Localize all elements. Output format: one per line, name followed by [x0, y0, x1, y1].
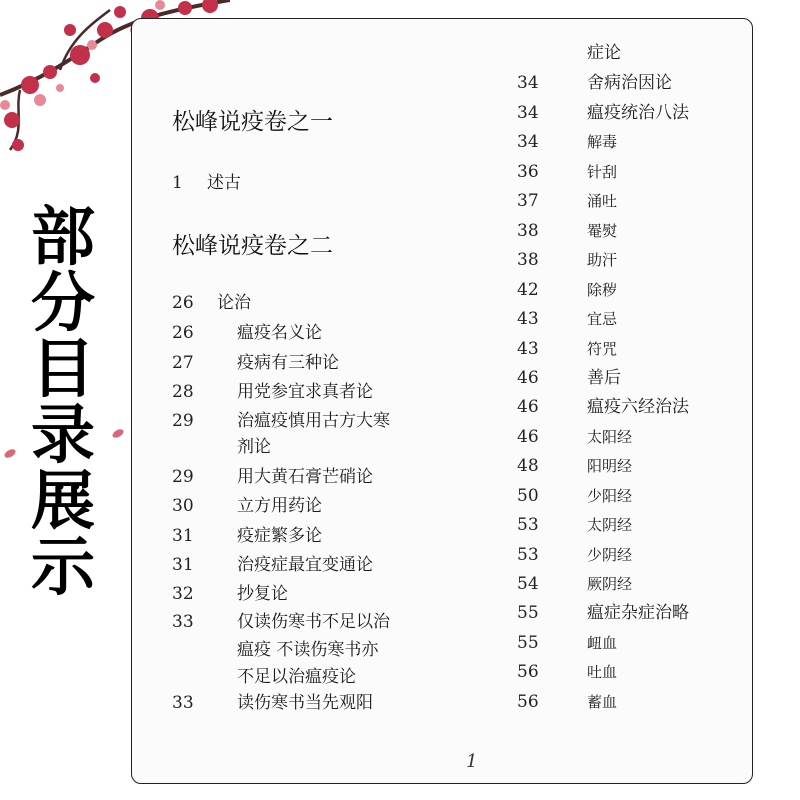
toc-entry-title: 宜忌	[587, 310, 618, 328]
volume-heading-2: 松峰说疫卷之二	[172, 233, 333, 259]
toc-page-number: 48	[517, 456, 539, 476]
toc-entry-title: 瘟疫名义论	[237, 323, 322, 343]
toc-entry	[172, 409, 472, 437]
toc-entry-title: 解毒	[587, 133, 618, 151]
toc-entry-title: 仅读伤寒书不足以治	[237, 612, 390, 632]
toc-entry-title: 论治	[217, 293, 251, 313]
toc-entry	[517, 278, 753, 306]
toc-page-number: 30	[172, 496, 194, 516]
toc-entry	[517, 130, 753, 158]
toc-entry	[517, 690, 753, 718]
toc-entry	[517, 395, 753, 423]
toc-entry-title: 疫病有三种论	[237, 353, 339, 373]
toc-entry	[517, 631, 753, 659]
toc-entry-title: 读伤寒书当先观阳	[237, 693, 373, 713]
toc-page-number: 38	[517, 250, 539, 270]
toc-page-number: 55	[517, 603, 539, 623]
toc-entry-title: 少阳经	[587, 487, 633, 505]
toc-entry	[517, 454, 753, 482]
toc-entry-title: 吐血	[587, 663, 618, 681]
toc-page-number: 27	[172, 353, 194, 373]
toc-page-number: 42	[517, 280, 539, 300]
toc-entry	[172, 465, 472, 493]
toc-entry-title: 罨熨	[587, 222, 618, 240]
page-number: 1	[466, 751, 478, 772]
toc-entry	[172, 524, 472, 552]
toc-page-number: 50	[517, 486, 539, 506]
toc-entry	[517, 425, 753, 453]
toc-entry	[517, 248, 753, 276]
toc-entry	[172, 494, 472, 522]
toc-entry-title: 治疫症最宜变通论	[237, 555, 373, 575]
toc-page-number: 46	[517, 368, 539, 388]
toc-entry	[517, 307, 753, 335]
toc-page-number: 43	[517, 339, 539, 359]
toc-entry-title: 除秽	[587, 281, 618, 299]
toc-entry	[172, 351, 472, 379]
toc-entry-title: 舍病治因论	[587, 73, 672, 93]
toc-entry	[172, 582, 472, 610]
toc-page-number: 34	[517, 73, 539, 93]
toc-entry-title: 太阴经	[587, 516, 633, 534]
toc-entry	[517, 71, 753, 99]
toc-page-number: 37	[517, 191, 539, 211]
side-title-char: 分	[31, 267, 95, 341]
toc-page-number: 53	[517, 515, 539, 535]
toc-page-number: 46	[517, 427, 539, 447]
toc-entry-title: 瘟疫统治八法	[587, 103, 689, 123]
toc-entry-title: 立方用药论	[237, 496, 322, 516]
toc-page	[131, 18, 753, 784]
toc-entry-title: 衄血	[587, 634, 618, 652]
toc-entry-title: 用大黄石膏芒硝论	[237, 467, 373, 487]
toc-page-number: 56	[517, 692, 539, 712]
toc-page-number: 31	[172, 555, 194, 575]
toc-entry-title: 厥阴经	[587, 575, 633, 593]
side-title-char: 目	[31, 333, 95, 407]
toc-page-number: 1	[172, 173, 183, 193]
toc-page-number: 54	[517, 574, 539, 594]
toc-entry	[172, 610, 472, 638]
toc-entry	[172, 291, 472, 319]
toc-entry	[172, 435, 472, 463]
side-title-char: 展	[31, 465, 95, 539]
toc-entry	[172, 553, 472, 581]
toc-entry	[172, 638, 472, 666]
falling-petal	[3, 447, 17, 459]
toc-entry-title: 助汗	[587, 251, 618, 269]
toc-entry-title: 不足以治瘟疫论	[237, 667, 356, 687]
toc-entry	[172, 380, 472, 408]
toc-page-number: 55	[517, 633, 539, 653]
toc-entry	[517, 366, 753, 394]
toc-entry-title: 剂论	[237, 437, 271, 457]
toc-page-number: 26	[172, 293, 194, 313]
toc-page-number: 36	[517, 162, 539, 182]
toc-page-number: 26	[172, 323, 194, 343]
toc-entry	[517, 543, 753, 571]
toc-entry-title: 善后	[587, 368, 621, 388]
side-title-char: 示	[31, 531, 95, 605]
falling-petal	[111, 427, 125, 439]
toc-entry-title: 症论	[587, 43, 621, 63]
toc-entry	[172, 691, 472, 719]
toc-page-number: 46	[517, 397, 539, 417]
toc-entry	[517, 484, 753, 512]
toc-page-number: 56	[517, 662, 539, 682]
toc-entry-title: 瘟疫六经治法	[587, 397, 689, 417]
toc-entry	[517, 601, 753, 629]
toc-page-number: 38	[517, 221, 539, 241]
toc-entry	[517, 660, 753, 688]
toc-entry	[517, 572, 753, 600]
toc-entry	[517, 101, 753, 129]
toc-entry-title: 针刮	[587, 163, 618, 181]
toc-entry	[172, 665, 472, 693]
volume-heading-1: 松峰说疫卷之一	[172, 109, 333, 135]
toc-page-number: 29	[172, 411, 194, 431]
toc-entry	[517, 513, 753, 541]
toc-entry	[172, 321, 472, 349]
toc-entry-title: 阳明经	[587, 457, 633, 475]
toc-page-number: 43	[517, 309, 539, 329]
side-title-char: 部	[31, 201, 95, 275]
toc-entry-title: 抄复论	[237, 584, 288, 604]
toc-entry-title: 治瘟疫慎用古方大寒	[237, 411, 390, 431]
toc-entry	[517, 219, 753, 247]
toc-entry-title: 蓄血	[587, 693, 618, 711]
toc-entry-title: 瘟症杂症治略	[587, 603, 689, 623]
toc-entry	[172, 171, 472, 199]
toc-page-number: 53	[517, 545, 539, 565]
toc-page-number: 32	[172, 584, 194, 604]
side-title-char: 录	[31, 399, 95, 473]
toc-entry-title: 涌吐	[587, 192, 618, 210]
toc-entry	[517, 41, 753, 69]
toc-entry-title: 用党参宜求真者论	[237, 382, 373, 402]
toc-entry	[517, 160, 753, 188]
toc-page-number: 34	[517, 103, 539, 123]
toc-entry-title: 太阳经	[587, 428, 633, 446]
toc-entry-title: 符咒	[587, 340, 618, 358]
toc-page-number: 33	[172, 693, 194, 713]
toc-entry-title: 少阴经	[587, 546, 633, 564]
toc-entry-title: 瘟疫 不读伤寒书亦	[237, 640, 379, 660]
toc-page-number: 33	[172, 612, 194, 632]
toc-page-number: 31	[172, 526, 194, 546]
side-title	[18, 201, 108, 605]
toc-page-number: 29	[172, 467, 194, 487]
toc-entry	[517, 337, 753, 365]
toc-page-number: 28	[172, 382, 194, 402]
toc-entry-title: 疫症繁多论	[237, 526, 322, 546]
toc-entry-title: 述古	[207, 173, 241, 193]
toc-page-number: 34	[517, 132, 539, 152]
toc-entry	[517, 189, 753, 217]
